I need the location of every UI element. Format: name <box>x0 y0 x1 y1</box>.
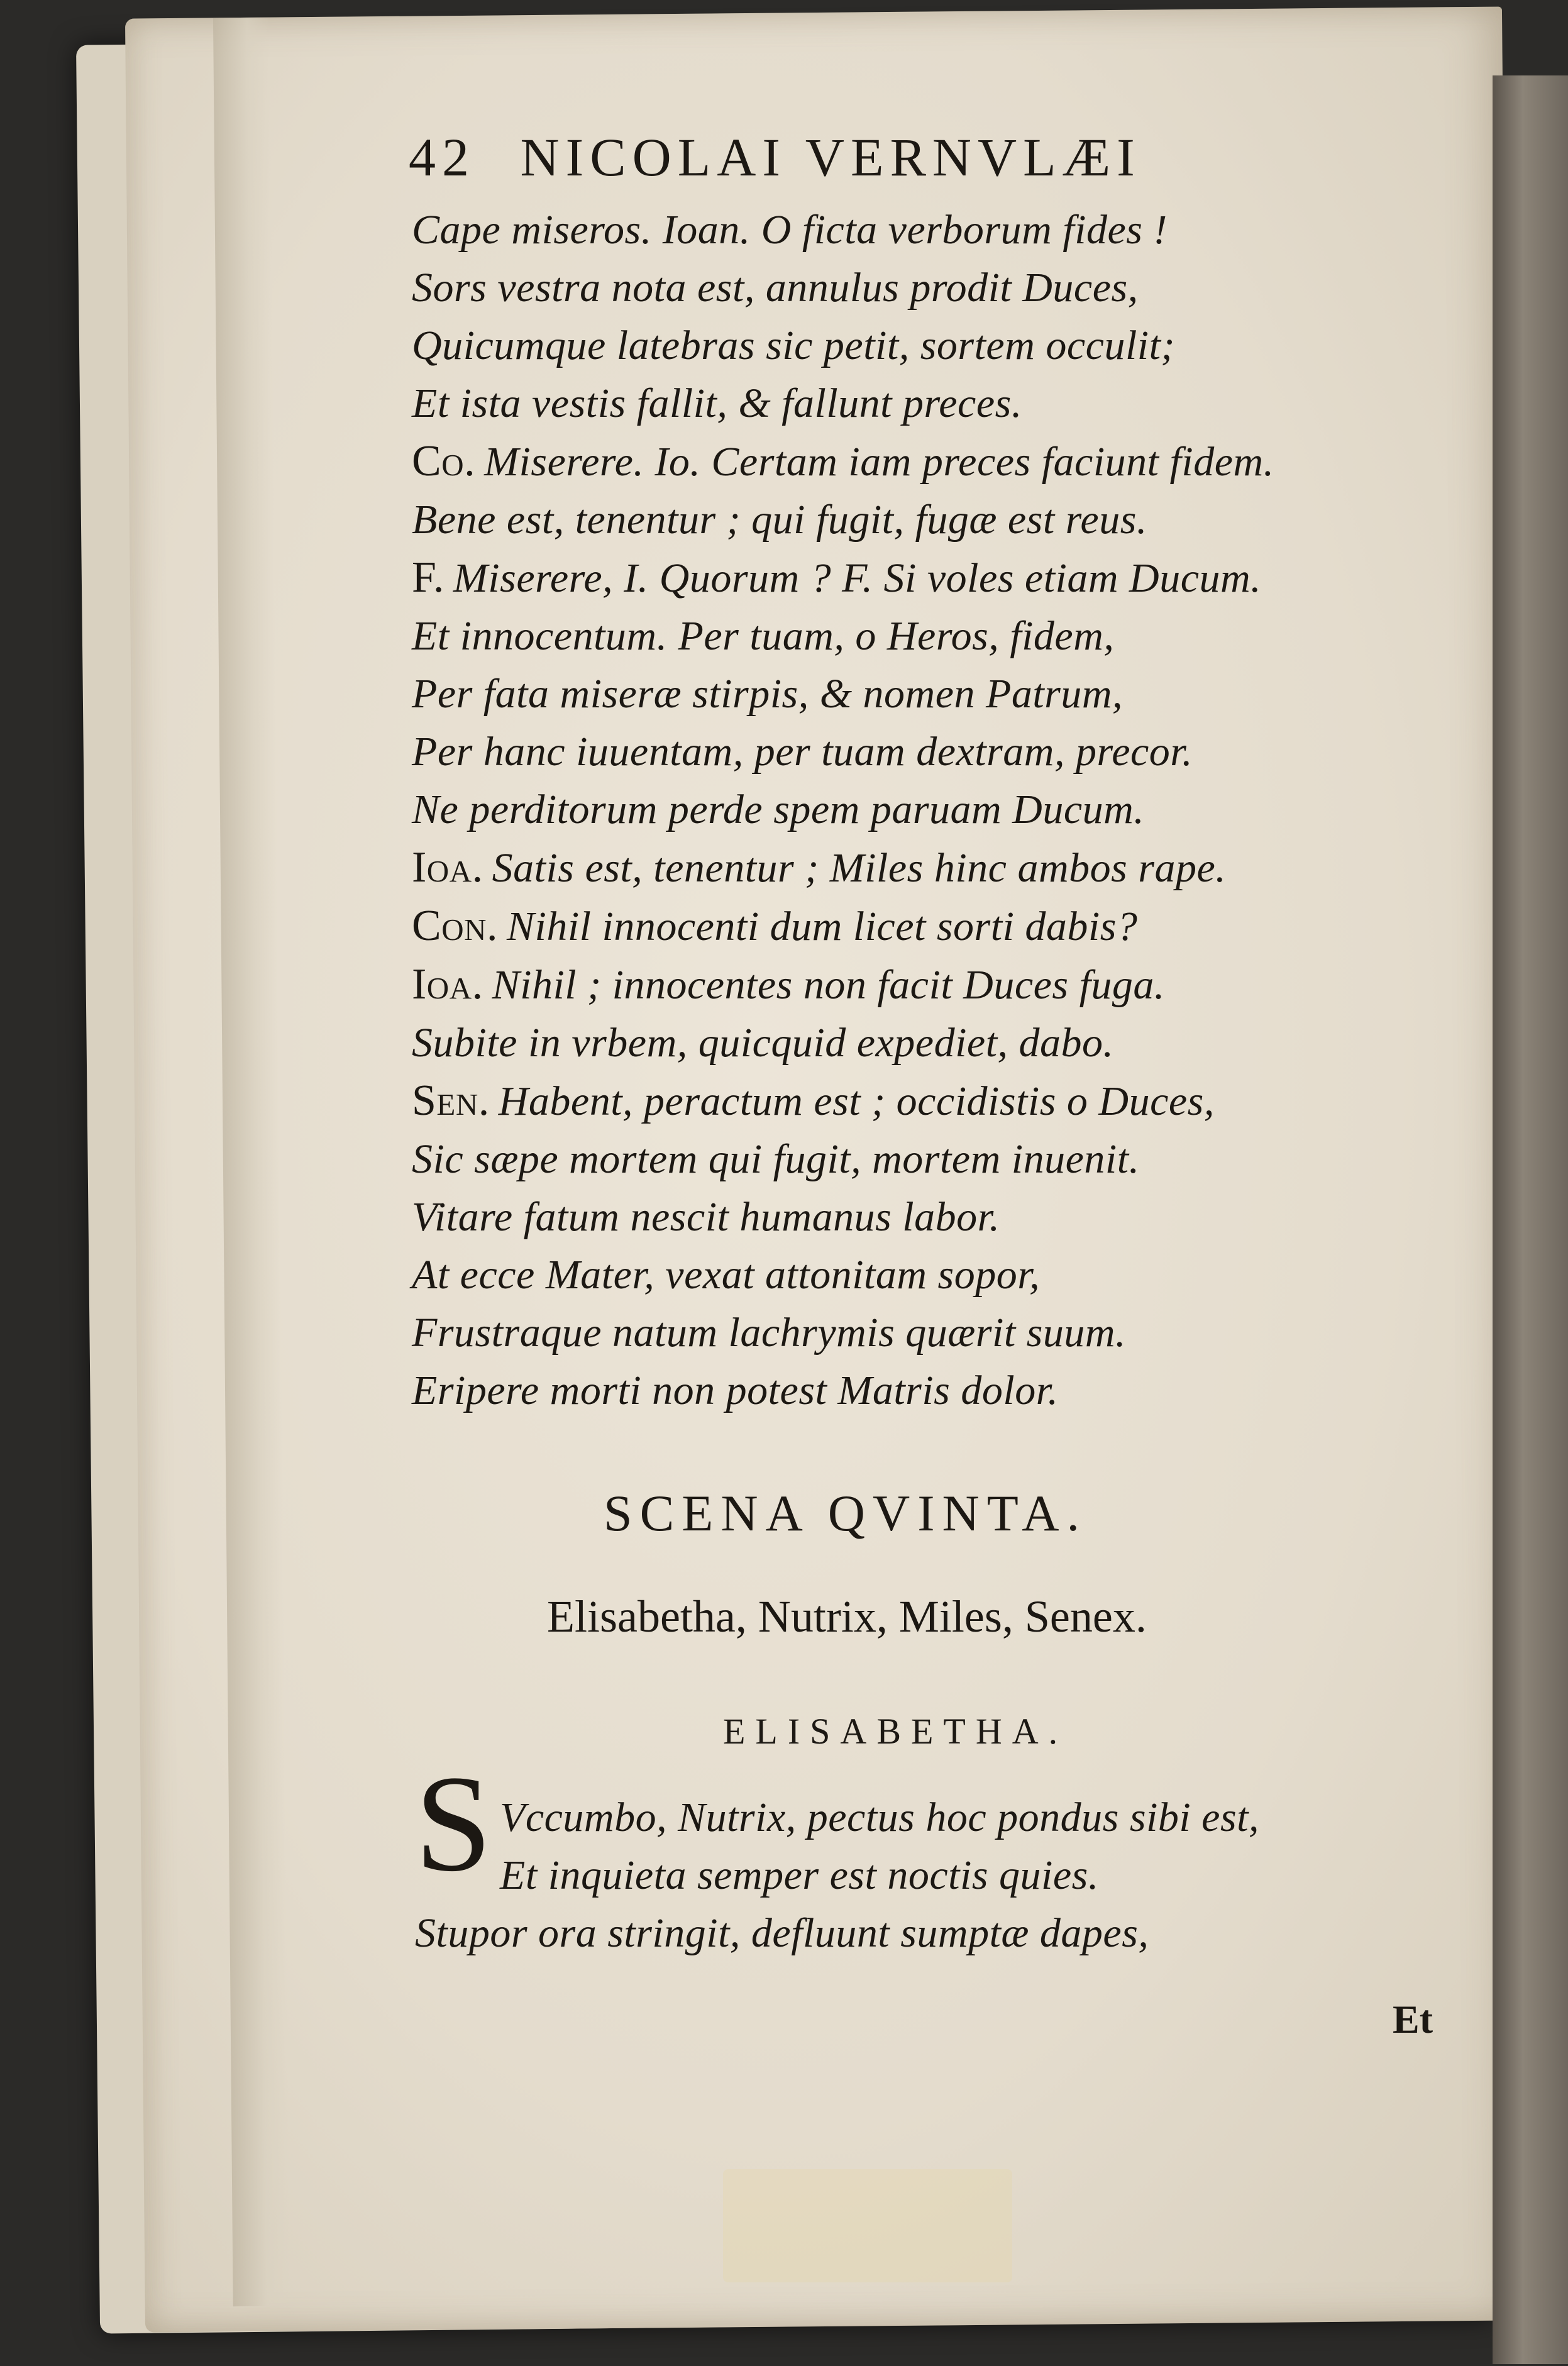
drop-cap-initial: S <box>415 1747 492 1900</box>
verse-line <box>412 665 1481 723</box>
running-head <box>409 126 1383 195</box>
verse-line <box>412 1304 1481 1362</box>
verse-line <box>412 375 1481 433</box>
verse-line <box>412 433 1481 491</box>
running-title: NICOLAI VERNVLÆI <box>520 127 1141 187</box>
verse-text: Bene est, tenentur ; qui fugit, fugæ est reus. <box>412 497 1147 543</box>
verse-text: Frustraque natum lachrymis quærit suum. <box>412 1310 1127 1356</box>
verse-line <box>412 1072 1481 1130</box>
verse-text: Miserere, I. Quorum ? F. Si voles etiam Ducum. <box>453 555 1262 601</box>
verse-line <box>412 1362 1481 1420</box>
verse-line <box>412 491 1481 549</box>
verse-line <box>412 723 1481 781</box>
verse-line <box>412 781 1481 839</box>
verse-line <box>412 1188 1481 1246</box>
verse-line <box>412 956 1481 1014</box>
verse-text: Eripere morti non potest Matris dolor. <box>412 1368 1059 1413</box>
verse-text: Miserere. Io. Certam iam preces faciunt fidem. <box>484 439 1274 485</box>
verse-text: Sors vestra nota est, annulus prodit Duces, <box>412 265 1139 311</box>
verse-line <box>412 1014 1481 1072</box>
verse-text: Satis est, tenentur ; Miles hinc ambos rape. <box>492 845 1227 891</box>
verse-line <box>412 607 1481 665</box>
dramatis-personae: Elisabetha, Nutrix, Miles, Senex. <box>547 1591 1147 1642</box>
verse-text: Sic sæpe mortem qui fugit, mortem inuenit. <box>412 1136 1140 1182</box>
speaker-label: Con. <box>412 902 498 950</box>
speaker-label: F. <box>412 553 444 602</box>
verse-text: Nihil innocenti dum licet sorti dabis? <box>506 904 1138 949</box>
verse-line: Et inquieta semper est noctis quies. <box>500 1852 1099 1898</box>
verse-line <box>412 259 1481 317</box>
speaker-label: Sen. <box>412 1076 490 1125</box>
verse-text: Per fata miseræ stirpis, & nomen Patrum, <box>412 671 1124 717</box>
verse-text: Per hanc iuuentam, per tuam dextram, precor. <box>412 729 1193 775</box>
verse-line <box>412 839 1481 897</box>
verse-text: Cape miseros. Ioan. O ficta verborum fides ! <box>412 207 1168 253</box>
catchword: Et <box>1393 1997 1433 2042</box>
verse-text: Et ista vestis fallit, & fallunt preces. <box>412 380 1022 426</box>
speaker-label: Ioa. <box>412 843 483 892</box>
verse-text: Nihil ; innocentes non facit Duces fuga. <box>492 962 1165 1008</box>
speaker-label: Ioa. <box>412 960 483 1009</box>
verse-line: Vccumbo, Nutrix, pectus hoc pondus sibi est, <box>500 1794 1260 1840</box>
verse-line <box>412 1246 1481 1304</box>
verse-line <box>412 1130 1481 1188</box>
verse-line <box>412 317 1481 375</box>
verse-text: At ecce Mater, vexat attonitam sopor, <box>412 1252 1041 1298</box>
verse-text: Subite in vrbem, quicquid expediet, dabo. <box>412 1020 1114 1066</box>
verse-line <box>412 897 1481 956</box>
scene-opening-lines <box>415 1789 1358 1962</box>
verse-block <box>412 201 1481 1420</box>
verse-text: Quicumque latebras sic petit, sortem occulit; <box>412 323 1175 368</box>
speaker-heading: ELISABETHA. <box>723 1711 1068 1752</box>
verse-text: Vitare fatum nescit humanus labor. <box>412 1194 1000 1240</box>
page-number: 42 <box>409 127 475 187</box>
verse-text: Ne perditorum perde spem paruam Ducum. <box>412 787 1145 832</box>
verse-line <box>412 201 1481 259</box>
speaker-label: Co. <box>412 437 476 485</box>
verse-line: Stupor ora stringit, defluunt sumptæ dapes, <box>415 1910 1149 1956</box>
verse-text: Et innocentum. Per tuam, o Heros, fidem, <box>412 613 1115 659</box>
verse-text: Habent, peractum est ; occidistis o Duces, <box>498 1078 1215 1124</box>
verse-line <box>412 549 1481 607</box>
scene-title: SCENA QVINTA. <box>604 1484 1087 1542</box>
